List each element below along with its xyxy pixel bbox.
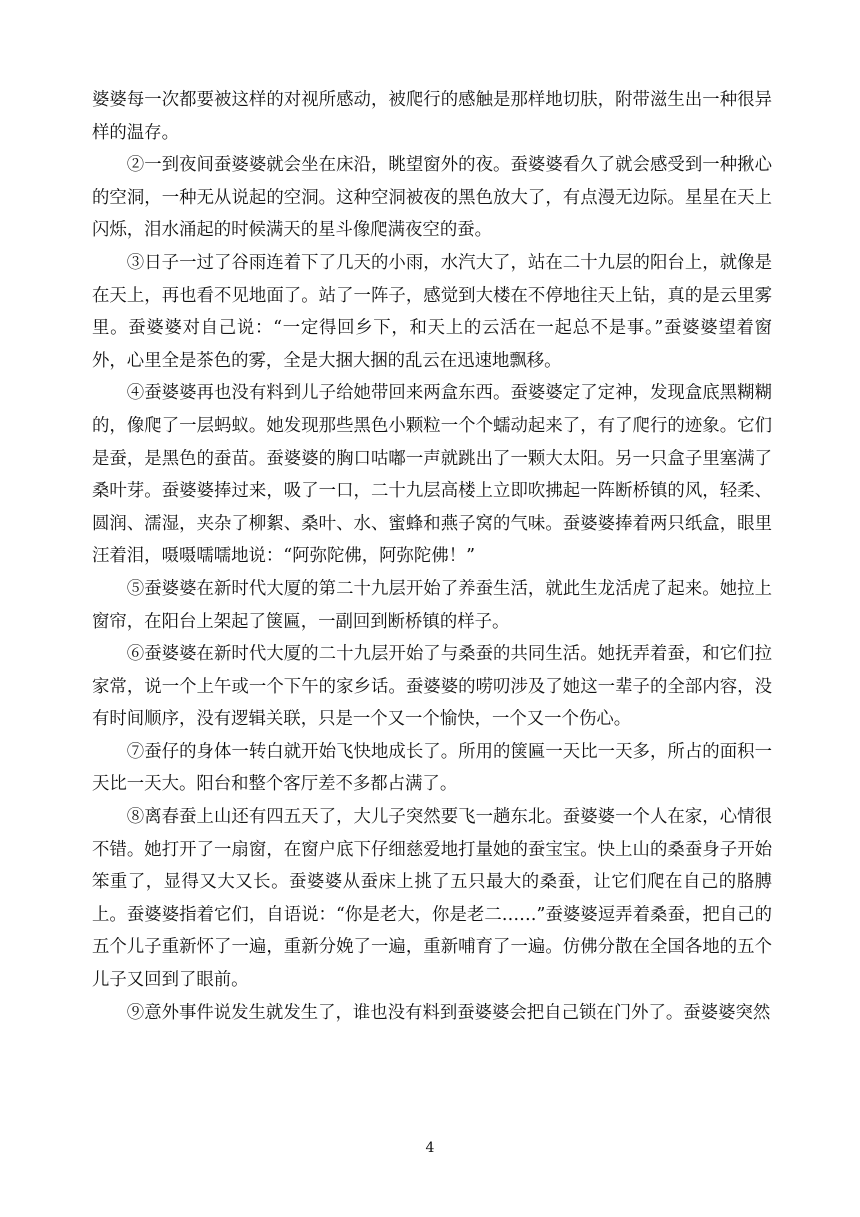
paragraph-continued: 婆婆每一次都要被这样的对视所感动，被爬行的感触是那样地切肤，附带滋生出一种很异样的温存。 [92,90,772,143]
paragraph-8: ⑧离春蚕上山还有四五天了，大儿子突然要飞一趟东北。蚕婆婆一个人在家，心情很不错。她打开了一扇窗，在窗户底下仔细慈爱地打量她的蚕宝宝。快上山的桑蚕身子开始笨重了，显得又大又长。蚕婆婆从蚕床上挑了五只最大的桑蚕，让它们爬在自己的胳膊上。蚕婆婆指着它们，自语说：“你是老大，你是老二……”蚕婆婆逗弄着桑蚕，把自己的五个儿子重新怀了一遍，重新分娩了一遍，重新哺育了一遍。仿佛分散在全国各地的五个儿子又回到了眼前。 [92,807,772,991]
page-number: 4 [425,1140,435,1156]
paragraph-6: ⑥蚕婆婆在新时代大厦的二十九层开始了与桑蚕的共同生活。她抚弄着蚕，和它们拉家常，说一个上午或一个下午的家乡话。蚕婆婆的唠叨涉及了她这一辈子的全部内容，没有时间顺序，没有逻辑关联，只是一个又一个愉快，一个又一个伤心。 [92,644,772,730]
paragraph-9: ⑨意外事件说发生就发生了，谁也没有料到蚕婆婆会把自己锁在门外了。蚕婆婆突然 [126,1002,771,1023]
paragraph-3: ③日子一过了谷雨连着下了几天的小雨，水汽大了，站在二十九层的阳台上，就像是在天上，再也看不见地面了。站了一阵子，感觉到大楼在不停地往天上钻，真的是云里雾里。蚕婆婆对自己说：“一定得回乡下，和天上的云活在一起总不是事。”蚕婆婆望着窗外，心里全是茶色的雾，全是大捆大捆的乱云在迅速地飘移。 [92,252,772,371]
paragraph-4: ④蚕婆婆再也没有料到儿子给她带回来两盒东西。蚕婆婆定了定神，发现盒底黑糊糊的，像爬了一层蚂蚁。她发现那些黑色小颗粒一个个蠕动起来了，有了爬行的迹象。它们是蚕，是黑色的蚕苗。蚕婆婆的胸口咕嘟一声就跳出了一颗大太阳。另一只盒子里塞满了桑叶芽。蚕婆婆捧过来，吸了一口，二十九层高楼上立即吹拂起一阵断桥镇的风，轻柔、圆润、濡湿，夹杂了柳絮、桑叶、水、蜜蜂和燕子窝的气味。蚕婆婆捧着两只纸盒，眼里汪着泪，嗫嗫嚅嚅地说：“阿弥陀佛，阿弥陀佛！” [92,383,772,567]
paragraph-2: ②一到夜间蚕婆婆就会坐在床沿，眺望窗外的夜。蚕婆婆看久了就会感受到一种揪心的空洞，一种无从说起的空洞。这种空洞被夜的黑色放大了，有点漫无边际。星星在天上闪烁，泪水涌起的时候满天的星斗像爬满夜空的蚕。 [92,155,772,241]
paragraph-7: ⑦蚕仔的身体一转白就开始飞快地成长了。所用的箧匾一天比一天多，所占的面积一天比一天大。阳台和整个客厅差不多都占满了。 [92,741,772,795]
paragraph-5: ⑤蚕婆婆在新时代大厦的第二十九层开始了养蚕生活，就此生龙活虎了起来。她拉上窗帘，在阳台上架起了箧匾，一副回到断桥镇的样子。 [92,578,772,632]
document-body [92,84,772,1029]
